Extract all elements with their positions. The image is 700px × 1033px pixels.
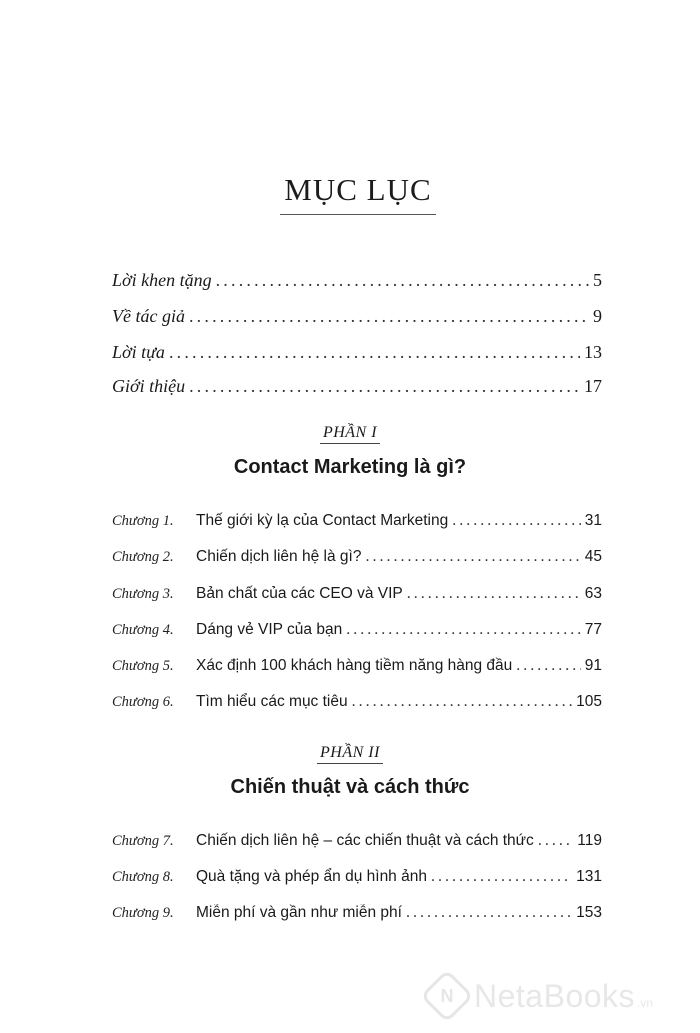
chapter-page-number: 63: [584, 585, 602, 602]
entry-page-number: 9: [593, 306, 602, 326]
dot-leader: [352, 693, 573, 711]
dot-leader: [431, 868, 572, 886]
toc-entry-chapter-3[interactable]: [112, 585, 602, 603]
chapter-page-number: 153: [576, 904, 602, 921]
dot-leader: [346, 621, 581, 639]
toc-entry-chapter-8[interactable]: [112, 868, 602, 886]
chapter-title: Xác định 100 khách hàng tiềm năng hàng đầu: [196, 657, 513, 674]
watermark-brand: NetaBooks: [474, 977, 636, 1014]
chapter-page-number: 31: [584, 512, 602, 529]
chapter-title: Dáng vẻ VIP của bạn: [196, 621, 343, 638]
dot-leader: [189, 376, 580, 397]
chapter-label: Chương 5.: [112, 658, 174, 674]
toc-entry-chapter-1[interactable]: [112, 512, 602, 530]
watermark-suffix: .vn: [637, 996, 654, 1010]
part-label-text: PHẦN II: [317, 744, 383, 764]
chapter-title: Thế giới kỳ lạ của Contact Marketing: [196, 512, 449, 529]
part-title[interactable]: Contact Marketing là gì?: [233, 456, 467, 478]
chapter-page-number: 77: [584, 621, 602, 638]
dot-leader: [452, 512, 581, 530]
chapter-title: Bản chất của các CEO và VIP: [196, 585, 403, 602]
chapter-label: Chương 2.: [112, 549, 174, 565]
toc-entry-front-3[interactable]: [112, 342, 602, 363]
chapter-page-number: 45: [584, 548, 602, 565]
part-label: [0, 744, 700, 764]
toc-entry-front-2[interactable]: [112, 306, 602, 327]
chapter-title: Tìm hiểu các mục tiêu: [196, 693, 348, 710]
toc-entry-chapter-6[interactable]: [112, 693, 602, 711]
chapter-title: Miễn phí và gần như miễn phí: [196, 904, 402, 921]
title-underline: [280, 214, 436, 215]
toc-entry-chapter-2[interactable]: [112, 548, 602, 566]
chapter-label: Chương 1.: [112, 513, 174, 529]
entry-page-number: 13: [584, 342, 602, 362]
dot-leader: [407, 585, 581, 603]
entry-page-number: 5: [593, 270, 602, 290]
toc-title-block: [280, 168, 436, 215]
dot-leader: [216, 270, 589, 291]
dot-leader: [538, 832, 573, 850]
logo-letter: N: [440, 985, 454, 1006]
entry-label: Lời khen tặng: [112, 270, 212, 290]
netabooks-logo-icon: [420, 969, 474, 1023]
dot-leader: [516, 657, 580, 675]
part-label: [0, 424, 700, 444]
chapter-title: Quà tặng và phép ẩn dụ hình ảnh: [196, 868, 427, 885]
dot-leader: [365, 548, 580, 566]
entry-label: Lời tựa: [112, 342, 165, 362]
toc-entry-front-1[interactable]: [112, 270, 602, 291]
chapter-page-number: 91: [584, 657, 602, 674]
chapter-title: Chiến dịch liên hệ là gì?: [196, 548, 362, 565]
toc-entry-chapter-4[interactable]: [112, 621, 602, 639]
toc-entry-chapter-7[interactable]: [112, 832, 602, 850]
dot-leader: [169, 342, 580, 363]
chapter-label: Chương 3.: [112, 586, 174, 602]
netabooks-watermark: [428, 972, 690, 1020]
chapter-page-number: 119: [577, 832, 602, 849]
toc-entry-chapter-9[interactable]: [112, 904, 602, 922]
chapter-title: Chiến dịch liên hệ – các chiến thuật và cách thức: [196, 832, 534, 849]
entry-label: Giới thiệu: [112, 376, 186, 396]
part-label-text: PHẦN I: [320, 424, 380, 444]
entry-label: Về tác giả: [112, 306, 185, 326]
entry-page-number: 17: [584, 376, 602, 396]
toc-entry-chapter-5[interactable]: [112, 657, 602, 675]
chapter-page-number: 131: [576, 868, 602, 885]
chapter-page-number: 105: [576, 693, 602, 710]
chapter-label: Chương 8.: [112, 869, 174, 885]
dot-leader: [406, 904, 572, 922]
chapter-label: Chương 9.: [112, 905, 174, 921]
toc-entry-front-4[interactable]: [112, 376, 602, 397]
chapter-label: Chương 4.: [112, 622, 174, 638]
chapter-label: Chương 6.: [112, 694, 174, 710]
page-title: MỤC LỤC: [284, 172, 432, 207]
chapter-label: Chương 7.: [112, 833, 174, 849]
part-title[interactable]: Chiến thuật và cách thức: [230, 776, 470, 798]
dot-leader: [189, 306, 589, 327]
